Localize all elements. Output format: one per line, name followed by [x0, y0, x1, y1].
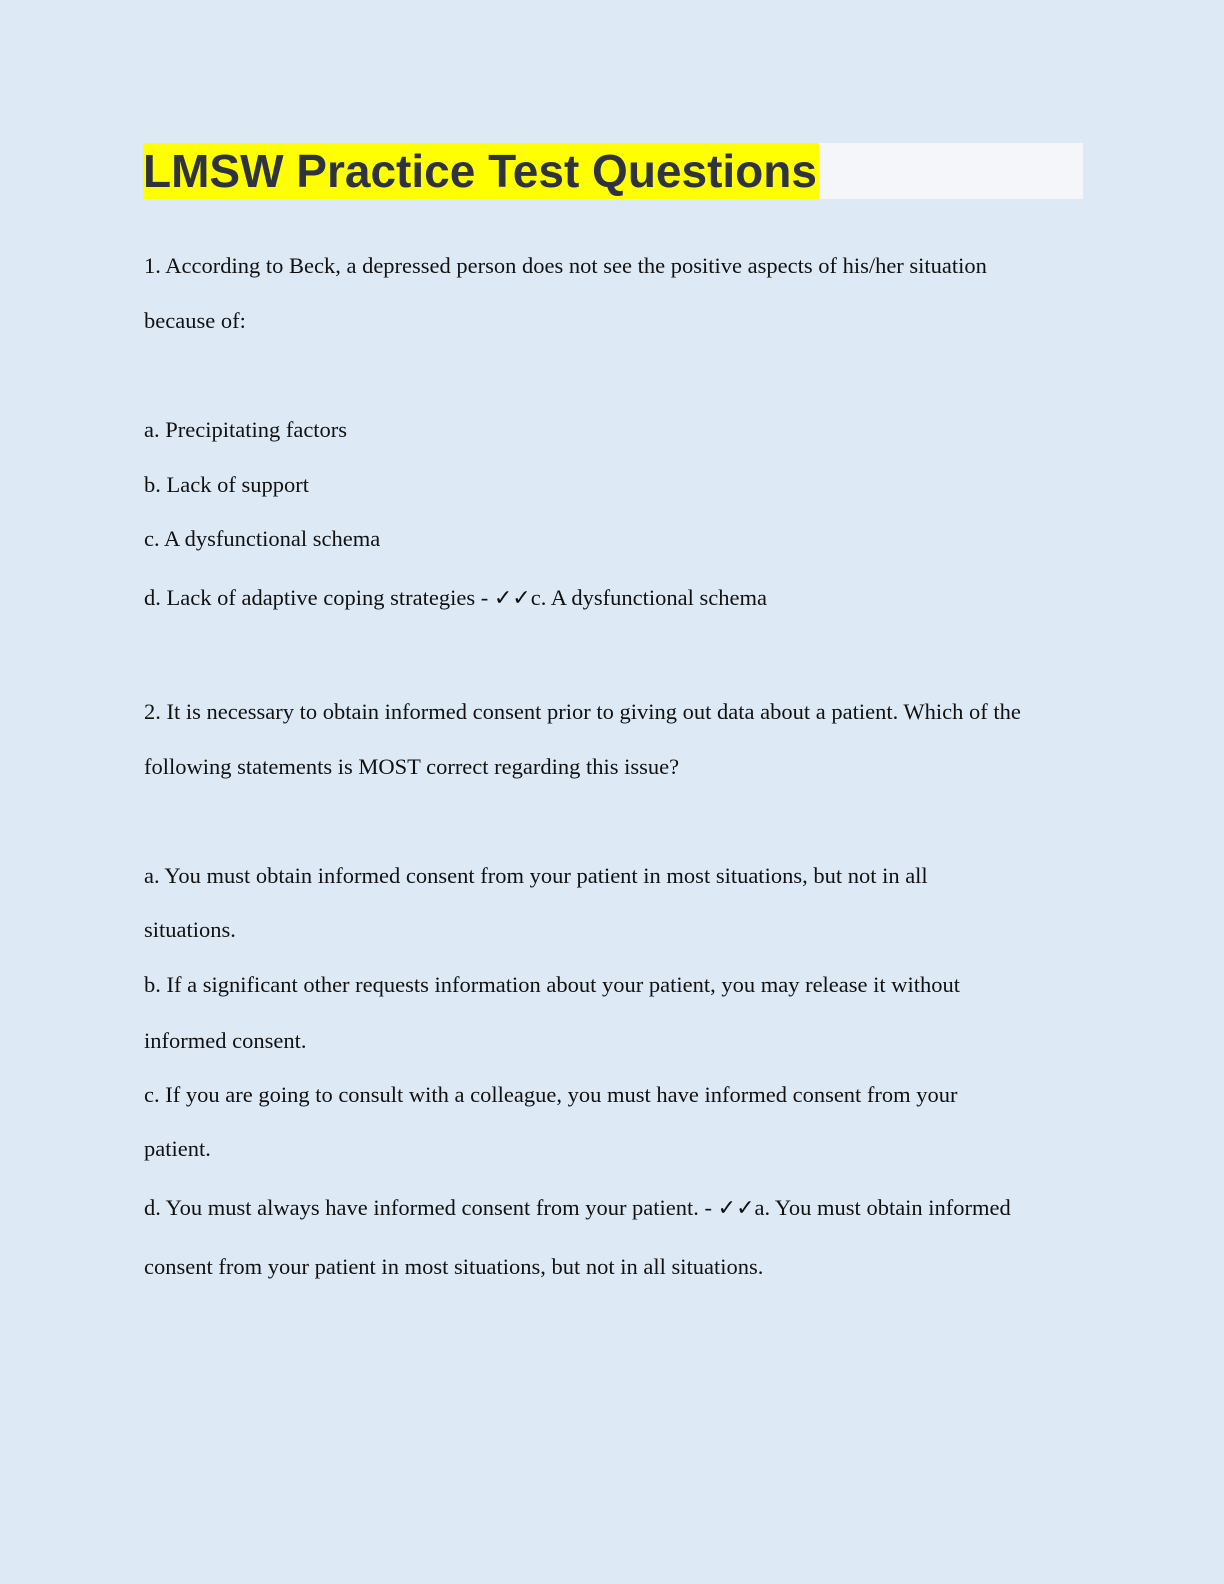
title-banner — [143, 143, 1083, 199]
q2-answer-line-1: a. You must obtain informed — [754, 1195, 1011, 1220]
q2-option-a-line-2: situations. — [144, 917, 236, 942]
q2-option-a-line-1: a. You must obtain informed consent from your patient in most situations, but not in all — [144, 863, 928, 888]
q2-option-d: d. You must always have informed consent from your patient. - — [144, 1195, 718, 1220]
q1-option-d: d. Lack of adaptive coping strategies - — [144, 585, 494, 610]
q2-stem-line-1: 2. It is necessary to obtain informed consent prior to giving out data about a patient. Which of the — [144, 699, 1021, 724]
page-title: LMSW Practice Test Questions — [143, 145, 817, 197]
q2-option-c-line-1: c. If you are going to consult with a colleague, you must have informed consent from your — [144, 1082, 958, 1107]
q1-option-d-with-answer — [144, 584, 767, 613]
q1-stem-line-1: 1. According to Beck, a depressed person does not see the positive aspects of his/her situation — [144, 253, 987, 278]
q2-stem-line-2: following statements is MOST correct regarding this issue? — [144, 754, 680, 779]
q2-answer-line-2: consent from your patient in most situations, but not in all situations. — [144, 1254, 764, 1279]
q2-option-c-line-2: patient. — [144, 1136, 211, 1161]
q2-option-b-line-1: b. If a significant other requests information about your patient, you may release it without — [144, 972, 961, 997]
q2-option-d-with-answer — [144, 1194, 1011, 1223]
q1-option-c: c. A dysfunctional schema — [144, 526, 381, 551]
q1-stem-line-2: because of: — [144, 308, 246, 333]
check-mark-icon: ✓✓ — [493, 586, 531, 611]
check-mark-icon: ✓✓ — [717, 1196, 755, 1221]
q1-option-b: b. Lack of support — [144, 472, 309, 497]
q1-answer: c. A dysfunctional schema — [530, 585, 767, 610]
q2-option-b-line-2: informed consent. — [144, 1028, 307, 1053]
q1-option-a: a. Precipitating factors — [144, 417, 348, 442]
